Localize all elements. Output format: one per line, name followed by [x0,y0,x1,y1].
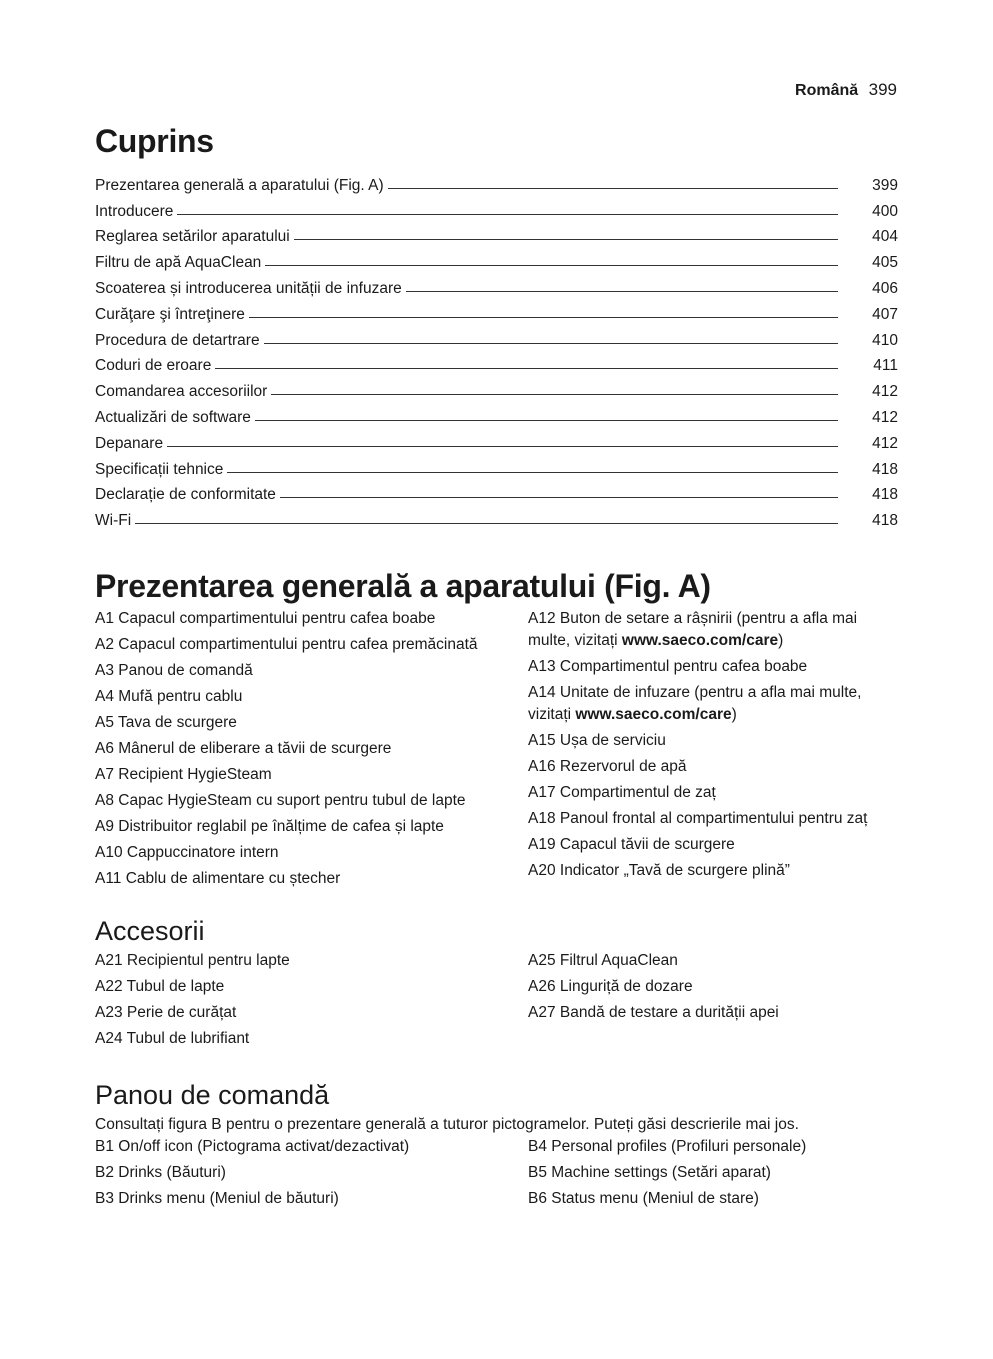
accessories-title: Accesorii [95,916,205,947]
toc-entry-page: 406 [872,279,898,297]
toc-leader-line [249,317,838,318]
control-panel-title: Panou de comandă [95,1080,330,1111]
overview-left-column [95,608,528,894]
accessories-section [95,914,898,1054]
list-item: A24 Tubul de lubrifiant [95,1030,250,1048]
toc-leader-line [135,523,838,524]
page-header [795,80,897,100]
toc-entry-title: Filtru de apă AquaClean [95,254,262,272]
saeco-link[interactable]: www.saeco.com/care [621,632,779,650]
list-item: B4 Personal profiles (Profiluri personale) [528,1138,807,1156]
toc-entry-title: Declarație de conformitate [95,486,276,504]
toc-entry[interactable] [95,504,898,530]
toc-entry[interactable] [95,427,898,453]
list-item: A15 Ușa de serviciu [528,732,666,750]
control-panel-intro: Consultați figura B pentru o prezentare generală a tuturor pictogramelor. Puteți găsi descrierile mai jos. [95,1116,799,1134]
toc-leader-line [264,343,838,344]
list-item: A23 Perie de curățat [95,1004,237,1022]
overview-right-column [528,608,898,894]
toc-entry-page: 411 [873,357,898,375]
toc-entry[interactable] [95,298,898,324]
toc-section [95,121,898,530]
toc-leader-line [271,394,838,395]
toc-leader-line [406,291,838,292]
list-item: A11 Cablu de alimentare cu ștecher [95,870,341,888]
toc-entry-page: 418 [872,460,898,478]
toc-title: Cuprins [95,123,214,159]
toc-entry-title: Actualizări de software [95,408,251,426]
toc-leader-line [255,420,838,421]
toc-leader-line [294,239,838,240]
control-panel-section [95,1078,898,1214]
list-item: A5 Tava de scurgere [95,714,237,732]
toc-entry-title: Scoaterea și introducerea unității de infuzare [95,279,402,297]
toc-entry-page: 410 [872,331,898,349]
list-item: A8 Capac HygieSteam cu suport pentru tubul de lapte [95,792,466,810]
control-panel-left-column [95,1136,528,1214]
list-item: A4 Mufă pentru cablu [95,688,243,706]
page-content [95,121,898,1214]
toc-entry-title: Wi-Fi [95,512,132,530]
toc-entry-page: 412 [872,434,898,452]
list-item: A14 Unitate de infuzare (pentru a afla mai multe, vizitați www.saeco.com/care) [528,684,862,724]
accessories-left-column [95,950,528,1054]
list-item: A13 Compartimentul pentru cafea boabe [528,658,808,676]
list-item: A9 Distribuitor reglabil pe înălțime de cafea și lapte [95,818,444,836]
toc-entry-title: Prezentarea generală a aparatului (Fig. A) [95,176,384,194]
toc-leader-line [167,446,838,447]
toc-entry[interactable] [95,246,898,272]
toc-entry-title: Curăţare şi întreţinere [95,305,245,323]
list-item: A17 Compartimentul de zaț [528,784,716,802]
overview-title: Prezentarea generală a aparatului (Fig. A) [95,568,711,605]
list-item: A16 Rezervorul de apă [528,758,687,776]
toc-entry-page: 405 [872,254,898,272]
list-item: A12 Buton de setare a râșnirii (pentru a afla mai multe, vizitați www.saeco.com/care) [528,610,858,650]
toc-leader-line [227,472,838,473]
toc-entry[interactable] [95,401,898,427]
list-item: A7 Recipient HygieSteam [95,766,272,784]
toc-leader-line [265,265,838,266]
toc-entry-title: Reglarea setărilor aparatului [95,228,290,246]
toc-leader-line [215,368,838,369]
toc-entry-page: 412 [872,383,898,401]
toc-entry-page: 407 [872,305,898,323]
toc-leader-line [177,214,838,215]
accessories-right-column [528,950,898,1054]
page-number: 399 [868,80,897,99]
toc-entry-page: 418 [872,486,898,504]
toc-entry-title: Specificații tehnice [95,460,224,478]
list-item: B5 Machine settings (Setări aparat) [528,1164,771,1182]
list-item: A1 Capacul compartimentului pentru cafea boabe [95,610,436,628]
list-item: B3 Drinks menu (Meniul de băuturi) [95,1190,339,1208]
list-item: A20 Indicator „Tavă de scurgere plină” [528,862,790,880]
toc-leader-line [280,497,838,498]
toc-leader-line [388,188,838,189]
toc-entry[interactable] [95,272,898,298]
list-item: B6 Status menu (Meniul de stare) [528,1190,759,1208]
list-item: A25 Filtrul AquaClean [528,952,678,970]
list-item: A22 Tubul de lapte [95,978,225,996]
saeco-link[interactable]: www.saeco.com/care [575,706,732,724]
toc-list [95,169,898,530]
toc-entry-page: 412 [872,408,898,426]
toc-entry-page: 404 [872,228,898,246]
toc-entry[interactable] [95,350,898,376]
list-item: B2 Drinks (Băuturi) [95,1164,226,1182]
list-item: A3 Panou de comandă [95,662,253,680]
toc-entry[interactable] [95,195,898,221]
control-panel-right-column [528,1136,898,1214]
toc-entry-page: 418 [872,512,898,530]
list-item: A26 Linguriță de dozare [528,978,693,996]
list-item: A27 Bandă de testare a durității apei [528,1004,779,1022]
list-item: B1 On/off icon (Pictograma activat/dezactivat) [95,1138,410,1156]
toc-entry-title: Comandarea accesoriilor [95,383,268,401]
toc-entry-page: 399 [872,176,898,194]
list-item: A18 Panoul frontal al compartimentului pentru zaț [528,810,868,828]
overview-section [95,566,898,894]
toc-entry[interactable] [95,324,898,350]
toc-entry[interactable] [95,479,898,505]
toc-entry-title: Procedura de detartrare [95,331,260,349]
toc-entry-title: Coduri de eroare [95,357,212,375]
toc-entry-page: 400 [872,202,898,220]
list-item: A6 Mânerul de eliberare a tăvii de scurgere [95,740,392,758]
list-item: A19 Capacul tăvii de scurgere [528,836,735,854]
toc-entry-title: Depanare [95,434,164,452]
list-item: A21 Recipientul pentru lapte [95,952,290,970]
list-item: A10 Cappuccinatore intern [95,844,279,862]
list-item: A2 Capacul compartimentului pentru cafea premăcinată [95,636,478,654]
toc-entry[interactable] [95,453,898,479]
toc-entry-title: Introducere [95,202,174,220]
toc-entry[interactable] [95,221,898,247]
language-label: Română [795,82,859,99]
toc-entry[interactable] [95,169,898,195]
toc-entry[interactable] [95,375,898,401]
